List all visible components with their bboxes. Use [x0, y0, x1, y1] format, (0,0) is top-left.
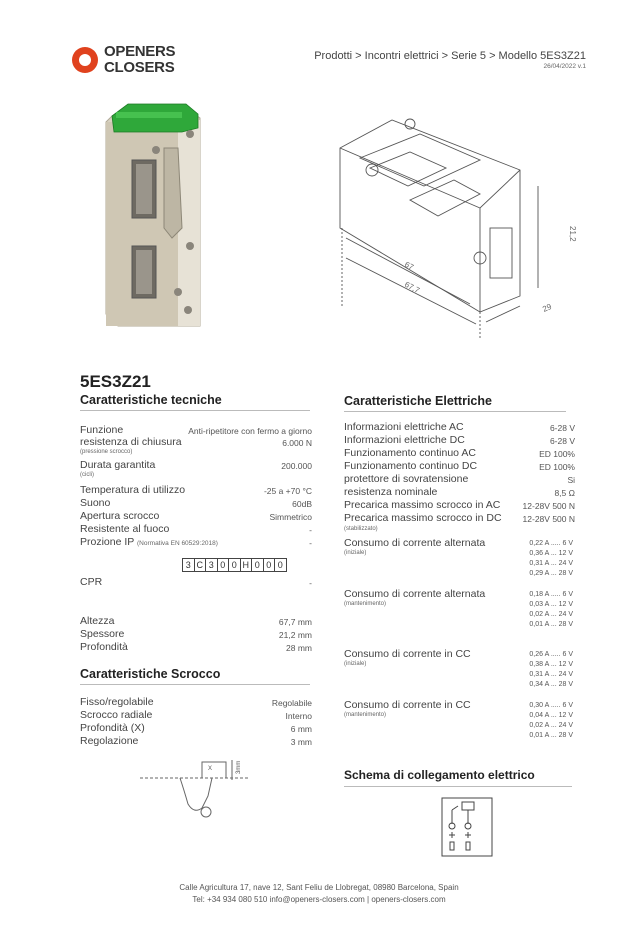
code-cell: H — [240, 558, 253, 572]
latch-value-radial: Interno — [285, 711, 312, 721]
code-cell: 3 — [182, 558, 195, 572]
product-title: 5ES3Z21 — [80, 372, 151, 391]
current-values-dc-hold: 0,30 A ..... 6 V 0,04 A ... 12 V 0,02 A ... 24 V 0,01 A ... 28 V — [529, 702, 573, 739]
cpr-value: - — [309, 578, 312, 588]
document-date: 26/04/2022 v.1 — [543, 63, 586, 70]
elec-value-resistance: 8,5 Ω — [554, 488, 575, 498]
current-sub-dc-initial: (iniziale) — [344, 661, 367, 667]
latch-label-depth: Profondità (X) — [80, 722, 145, 734]
tech-label-function: Funzione — [80, 424, 124, 436]
elec-value-continuous-ac: ED 100% — [539, 449, 575, 459]
current-label-ac-initial: Consumo di corrente alternata — [344, 537, 486, 549]
tech-sub-resistance: (pressione scrocco) — [80, 449, 133, 455]
current-label-dc-initial: Consumo di corrente in CC — [344, 648, 471, 660]
cpr-label: CPR — [80, 576, 103, 588]
electric-divider — [344, 411, 566, 412]
logo-text: OPENERS CLOSERS — [104, 43, 176, 76]
dim-value-height: 67,7 mm — [278, 617, 312, 627]
dim-value-depth: 28 mm — [286, 643, 312, 653]
tech-divider — [80, 410, 310, 411]
tech-label-durability: Durata garantita — [80, 459, 156, 471]
latch-label-radial: Scrocco radiale — [80, 709, 153, 721]
elec-label-preload-dc: Precarica massimo scrocco in DC — [344, 512, 502, 524]
current-values-ac-initial: 0,22 A ..... 6 V 0,36 A ... 12 V 0,31 A ... 24 V 0,29 A ... 28 V — [529, 540, 573, 577]
tech-label-ip: Prozione IP (Normativa EN 60529:2018) — [80, 536, 218, 548]
tech-value-fire: - — [309, 525, 312, 535]
tech-label-sound: Suono — [80, 497, 111, 509]
tech-label-temperature: Temperatura di utilizzo — [80, 484, 186, 496]
latch-value-depth: 6 mm — [290, 724, 312, 734]
breadcrumb: Prodotti > Incontri elettrici > Serie 5 > Modello 5ES3Z21 — [314, 50, 586, 62]
wiring-section-title: Schema di collegamento elettrico — [344, 768, 535, 782]
product-photo — [98, 98, 224, 330]
tech-label-opening: Apertura scrocco — [80, 510, 160, 522]
code-cell: 3 — [205, 558, 218, 572]
elec-label-ac: Informazioni elettriche AC — [344, 421, 464, 433]
tech-label-resistance: resistenza di chiusura — [80, 436, 182, 448]
current-sub-ac-hold: (mantenimento) — [344, 601, 387, 607]
dim-label-depth: Profondità — [80, 641, 128, 653]
elec-label-continuous-ac: Funzionamento continuo AC — [344, 447, 476, 459]
elec-value-ac: 6-28 V — [549, 423, 575, 433]
tech-sub-ip: (Normativa EN 60529:2018) — [137, 540, 218, 547]
latch-value-fixed: Regolabile — [271, 698, 312, 708]
dim-value-thickness: 21,2 mm — [278, 630, 312, 640]
elec-value-preload-ac: 12-28V 500 N — [522, 501, 575, 511]
tech-section-title: Caratteristiche tecniche — [80, 393, 222, 407]
dim-height: 21,2 — [568, 226, 577, 242]
elec-label-dc: Informazioni elettriche DC — [344, 434, 465, 446]
dim-label-thickness: Spessore — [80, 628, 125, 640]
wiring-divider — [344, 786, 572, 787]
tech-value-ip: - — [309, 538, 312, 548]
latch-label-adjust: Regolazione — [80, 735, 139, 747]
classification-code — [183, 558, 287, 572]
current-values-ac-hold: 0,18 A ..... 6 V 0,03 A ... 12 V 0,02 A ... 24 V 0,01 A ... 28 V — [529, 591, 573, 628]
elec-sub-preload-dc: (stabilizzato) — [344, 526, 378, 532]
brand-logo — [72, 44, 202, 80]
technical-drawing — [330, 108, 600, 343]
dim-label-height: Altezza — [80, 615, 115, 627]
dim-length-2: 67,7 — [403, 279, 422, 296]
current-values-dc-initial: 0,26 A ..... 6 V 0,38 A ... 12 V 0,31 A ... 24 V 0,34 A ... 28 V — [529, 651, 573, 688]
latch-dim-x: X — [208, 766, 213, 772]
elec-value-surge: Si — [567, 475, 575, 485]
electric-section-title: Caratteristiche Elettriche — [344, 394, 492, 408]
current-sub-dc-hold: (mantenimento) — [344, 712, 387, 718]
code-cell: C — [194, 558, 207, 572]
latch-divider — [80, 684, 310, 685]
dim-length-1: 67 — [403, 259, 416, 272]
wiring-schematic — [440, 796, 496, 860]
footer-address: Calle Agricultura 17, nave 12, Sant Feliu de Llobregat, 08980 Barcelona, Spain — [179, 883, 459, 892]
tech-value-resistance: 6.000 N — [282, 438, 312, 448]
current-sub-ac-initial: (iniziale) — [344, 550, 367, 556]
latch-label-fixed: Fisso/regolabile — [80, 696, 154, 708]
code-cell: 0 — [217, 558, 230, 572]
elec-value-continuous-dc: ED 100% — [539, 462, 575, 472]
tech-value-function: Anti-ripetitore con fermo a giorno — [188, 426, 312, 436]
tech-sub-durability: (cicli) — [80, 472, 94, 478]
code-cell: 0 — [274, 558, 287, 572]
elec-label-continuous-dc: Funzionamento continuo DC — [344, 460, 478, 472]
tech-value-temperature: -25 a +70 °C — [263, 486, 312, 496]
dim-width: 29 — [541, 301, 553, 314]
latch-dim-3mm: 3mm — [236, 760, 242, 774]
tech-value-sound: 60dB — [292, 499, 312, 509]
elec-label-preload-ac: Precarica massimo scrocco in AC — [344, 499, 501, 511]
elec-value-dc: 6-28 V — [549, 436, 575, 446]
logo-mark-icon — [72, 47, 98, 73]
code-cell: 0 — [251, 558, 264, 572]
tech-value-opening: Simmetrico — [269, 512, 312, 522]
current-label-dc-hold: Consumo di corrente in CC — [344, 699, 471, 711]
latch-diagram — [140, 756, 260, 826]
current-label-ac-hold: Consumo di corrente alternata — [344, 588, 486, 600]
code-cell: 0 — [228, 558, 241, 572]
footer-contact: Tel: +34 934 080 510 info@openers-closers.com | openers-closers.com — [192, 895, 446, 904]
latch-section-title: Caratteristiche Scrocco — [80, 667, 221, 681]
elec-label-resistance: resistenza nominale — [344, 486, 438, 498]
elec-value-preload-dc: 12-28V 500 N — [522, 514, 575, 524]
elec-label-surge: protettore di sovratensione — [344, 473, 469, 485]
code-cell: 0 — [263, 558, 276, 572]
tech-label-fire: Resistente al fuoco — [80, 523, 170, 535]
latch-value-adjust: 3 mm — [290, 737, 312, 747]
tech-value-durability: 200.000 — [281, 461, 312, 471]
